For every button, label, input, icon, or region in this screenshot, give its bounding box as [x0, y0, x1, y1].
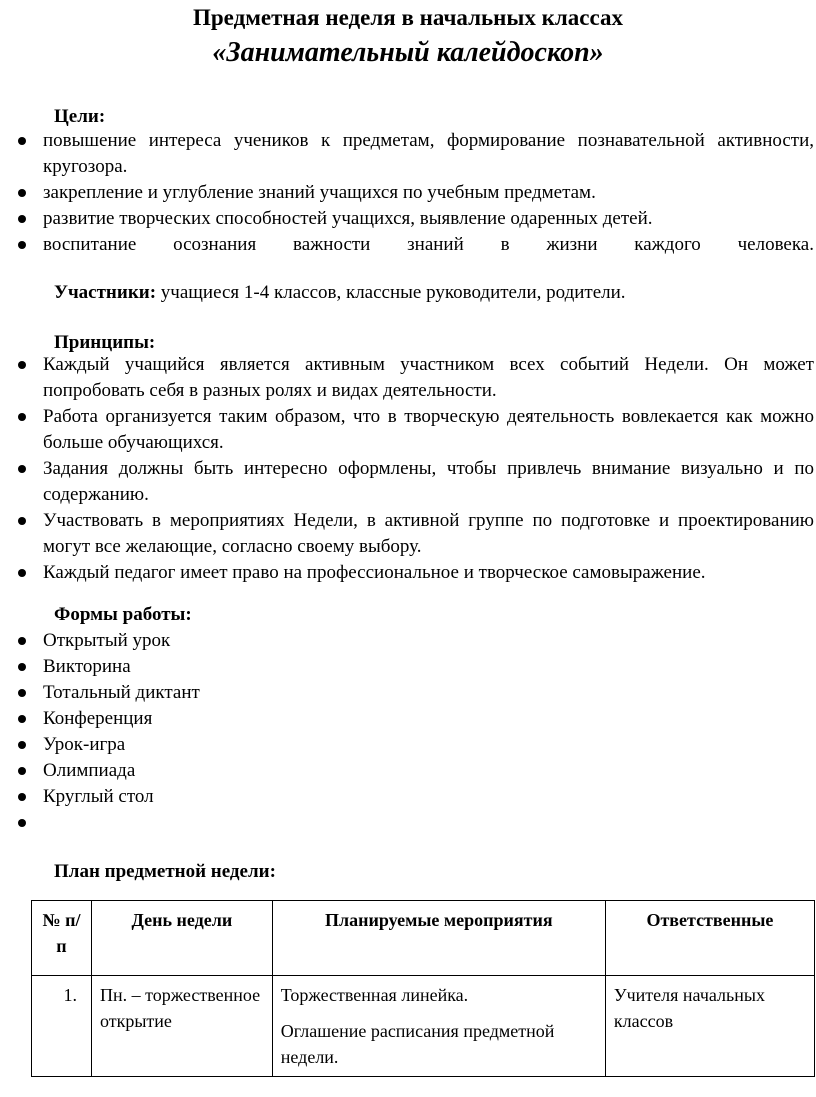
goals-list	[0, 128, 816, 258]
principles-heading: Принципы:	[54, 332, 156, 353]
plan-table	[31, 900, 815, 1077]
forms-item: Тотальный диктант	[0, 680, 816, 706]
participants-line	[54, 281, 626, 305]
goals-item: повышение интереса учеников к предметам, формирование познавательной активности, кругозора.	[0, 128, 816, 180]
principles-item: Участвовать в мероприятиях Недели, в активной группе по подготовке и проектированию могут все желающие, согласно своему выбору.	[0, 508, 816, 560]
forms-item: Круглый стол	[0, 784, 816, 810]
document-subtitle: «Занимательный калейдоскоп»	[212, 37, 604, 68]
column-header-events: Планируемые мероприятия	[272, 901, 605, 976]
forms-item: Урок-игра	[0, 732, 816, 758]
principles-item: Каждый педагог имеет право на профессиональное и творческое самовыражение.	[0, 560, 816, 586]
forms-item: Викторина	[0, 654, 816, 680]
participants-text: учащиеся 1-4 классов, классные руководители, родители.	[156, 282, 626, 303]
principles-item: Каждый учащийся является активным участником всех событий Недели. Он может попробовать себя в разных ролях и видах деятельности.	[0, 352, 816, 404]
forms-item: Конференция	[0, 706, 816, 732]
principles-item: Работа организуется таким образом, что в творческую деятельность вовлекается как можно больше обучающихся.	[0, 404, 816, 456]
participants-label: Участники:	[54, 282, 157, 303]
goals-heading: Цели:	[54, 106, 106, 127]
row-events	[272, 976, 605, 1077]
plan-heading: План предметной недели:	[54, 861, 276, 882]
principles-list	[0, 352, 816, 586]
principles-item: Задания должны быть интересно оформлены, чтобы привлечь внимание визуально и по содержанию.	[0, 456, 816, 508]
column-header-number: № п/п	[32, 901, 92, 976]
forms-item: Олимпиада	[0, 758, 816, 784]
forms-item-empty	[0, 810, 816, 836]
forms-heading: Формы работы:	[54, 604, 192, 625]
goals-item: развитие творческих способностей учащихся, выявление одаренных детей.	[0, 206, 816, 232]
row-number: 1.	[32, 976, 92, 1077]
row-day: Пн. – торжественное открытие	[91, 976, 272, 1077]
row-event-item: Оглашение расписания предметной недели.	[280, 1021, 555, 1067]
goals-item: закрепление и углубление знаний учащихся по учебным предметам.	[0, 180, 816, 206]
row-responsible: Учителя начальных классов	[605, 976, 814, 1077]
row-event-item: Торжественная линейка.	[280, 985, 469, 1005]
forms-item: Открытый урок	[0, 628, 816, 654]
table-row	[32, 976, 815, 1077]
plan-table-header-row	[32, 901, 815, 976]
column-header-responsible: Ответственные	[605, 901, 814, 976]
goals-item: воспитание осознания важности знаний в жизни каждого человека.	[0, 232, 816, 258]
document-title: Предметная неделя в начальных классах	[193, 5, 623, 30]
forms-list	[0, 628, 816, 836]
column-header-day: День недели	[91, 901, 272, 976]
